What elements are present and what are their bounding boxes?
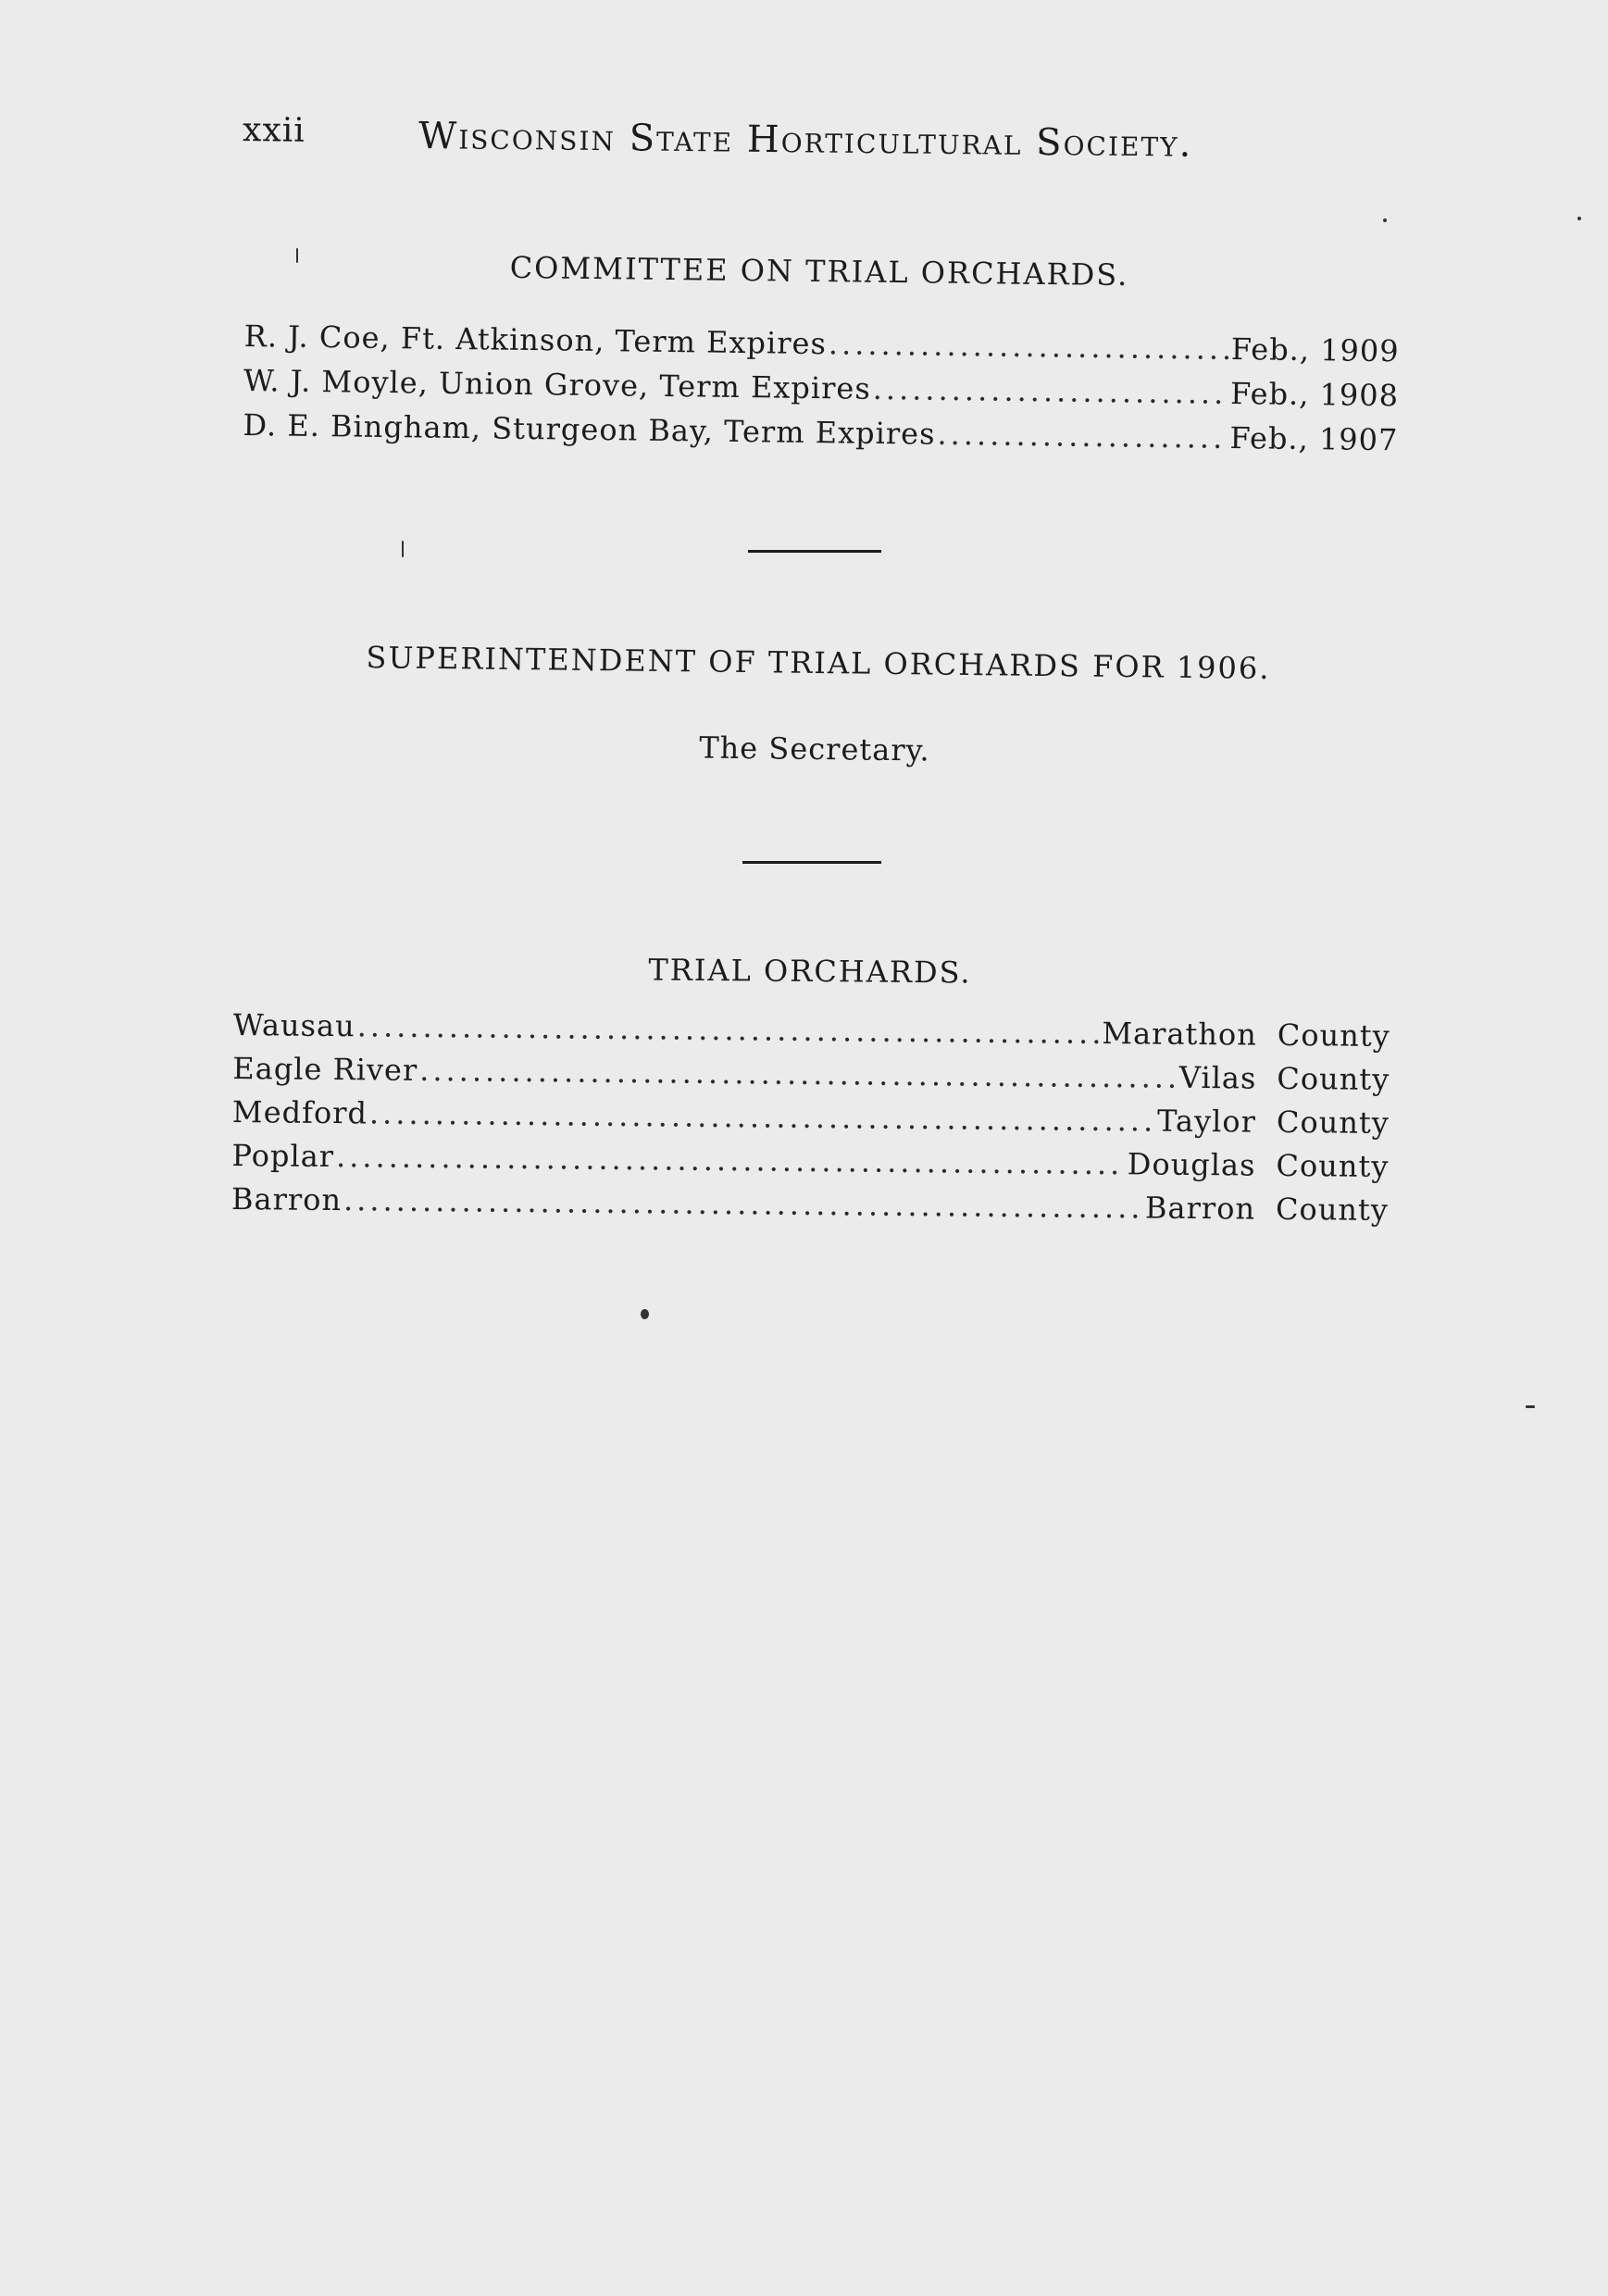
section-divider — [748, 550, 881, 553]
orchard-place: Poplar — [231, 1137, 335, 1175]
county-word: County — [1275, 1191, 1390, 1228]
ink-speck — [1383, 218, 1387, 222]
section-divider — [742, 861, 881, 864]
orchard-county — [1157, 1104, 1390, 1141]
committee-heading: COMMITTEE ON TRIAL ORCHARDS. — [509, 249, 1129, 293]
dot-leader — [369, 1095, 1156, 1138]
member-name: D. E. Bingham, Sturgeon Bay, Term Expires — [243, 406, 936, 452]
term-expiry: Feb., 1909 — [1230, 331, 1400, 369]
dot-leader — [829, 326, 1229, 367]
county-word: County — [1277, 1017, 1390, 1054]
ink-speck — [1526, 1405, 1535, 1408]
page-header — [243, 111, 1262, 187]
superintendent-heading: SUPERINTENDENT OF TRIAL ORCHARDS FOR 1906. — [366, 640, 1271, 686]
county-word: County — [1276, 1104, 1390, 1141]
ink-speck — [296, 248, 298, 263]
county-name: Marathon — [1102, 1016, 1258, 1053]
dot-leader — [419, 1053, 1178, 1095]
orchard-place: Wausau — [232, 1007, 355, 1044]
orchard-place: Eagle River — [232, 1050, 418, 1088]
dot-leader — [336, 1139, 1126, 1181]
dot-leader — [357, 1008, 1101, 1051]
ink-speck — [1577, 217, 1581, 220]
orchard-place: Medford — [231, 1093, 368, 1131]
orchard-county — [1145, 1190, 1389, 1228]
dot-leader — [937, 417, 1228, 455]
ink-speck — [641, 1309, 649, 1319]
term-expiry: Feb., 1908 — [1229, 375, 1400, 414]
county-name: Taylor — [1156, 1103, 1257, 1140]
dot-leader — [343, 1182, 1143, 1225]
county-name: Douglas — [1127, 1146, 1256, 1183]
member-name: R. J. Coe, Ft. Atkinson, Term Expires — [243, 318, 828, 362]
member-name: W. J. Moyle, Union Grove, Term Expires — [243, 362, 872, 406]
orchard-county — [1128, 1146, 1390, 1184]
county-name: Barron — [1144, 1190, 1256, 1227]
county-word: County — [1277, 1060, 1390, 1097]
term-expiry: Feb., 1907 — [1229, 419, 1399, 458]
orchard-place: Barron — [231, 1180, 343, 1218]
orchards-heading: TRIAL ORCHARDS. — [648, 952, 972, 991]
ink-speck — [402, 541, 404, 557]
orchard-county — [1179, 1060, 1390, 1097]
county-word: County — [1276, 1147, 1390, 1184]
running-title: Wisconsin State Horticultural Society. — [418, 114, 1193, 166]
county-name: Vilas — [1178, 1059, 1257, 1096]
orchard-county — [1102, 1016, 1390, 1054]
dot-leader — [873, 371, 1229, 411]
committee-list — [243, 318, 1400, 467]
superintendent-name: The Secretary. — [699, 730, 930, 768]
orchards-list — [231, 1007, 1390, 1236]
page-number: xxii — [242, 111, 306, 150]
